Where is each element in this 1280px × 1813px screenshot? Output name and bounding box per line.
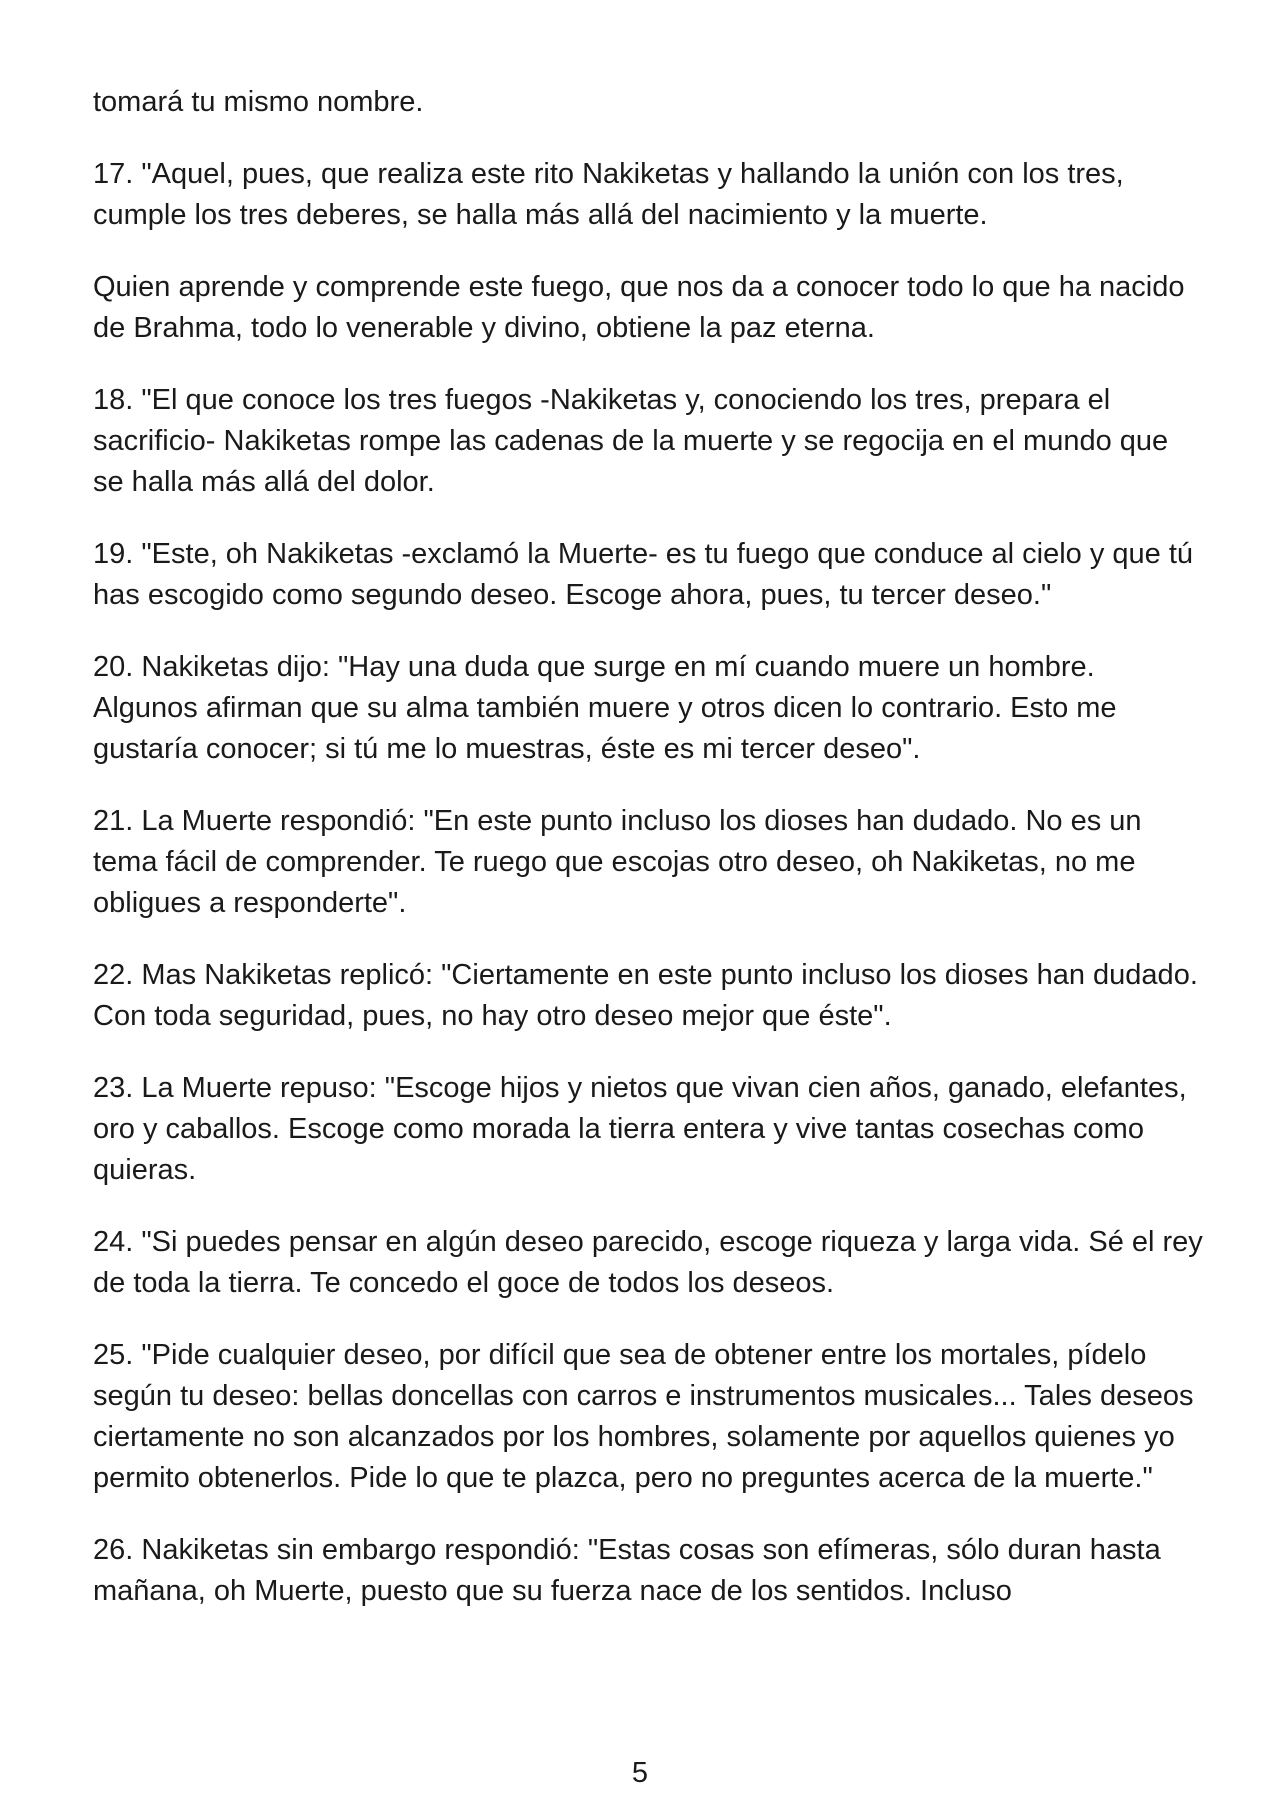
paragraph-verse-21: 21. La Muerte respondió: "En este punto incluso los dioses han dudado. No es un tema fácil de comprender. Te ruego que escojas otro deseo, oh Nakiketas, no me obligues a responderte". xyxy=(93,805,1142,919)
paragraph-verse-18: 18. "El que conoce los tres fuegos -Nakiketas y, conociendo los tres, prepara el sacrificio- Nakiketas rompe las cadenas de la muerte y se regocija en el mundo que se halla más allá del dolor. xyxy=(93,384,1169,498)
paragraph-verse-23: 23. La Muerte repuso: "Escoge hijos y nietos que vivan cien años, ganado, elefantes, oro y caballos. Escoge como morada la tierra entera y vive tantas cosechas como quieras. xyxy=(93,1072,1187,1186)
paragraph-verse-20: 20. Nakiketas dijo: "Hay una duda que surge en mí cuando muere un hombre. Algunos afirman que su alma también muere y otros dicen lo contrario. Esto me gustaría conocer; si tú me lo muestras, éste es mi tercer deseo". xyxy=(93,651,1117,765)
paragraph-verse-26: 26. Nakiketas sin embargo respondió: "Estas cosas son efímeras, sólo duran hasta mañana, oh Muerte, puesto que su fuerza nace de los sentidos. Incluso xyxy=(93,1534,1161,1607)
paragraph-verse-22: 22. Mas Nakiketas replicó: "Ciertamente en este punto incluso los dioses han dudado. Con toda seguridad, pues, no hay otro deseo mejor que éste". xyxy=(93,959,1198,1032)
paragraph-verse-19: 19. "Este, oh Nakiketas -exclamó la Muerte- es tu fuego que conduce al cielo y que tú has escogido como segundo deseo. Escoge ahora, pues, tu tercer deseo." xyxy=(93,538,1194,611)
paragraph-continuation: tomará tu mismo nombre. xyxy=(93,86,424,118)
paragraph-verse-17: 17. "Aquel, pues, que realiza este rito Nakiketas y hallando la unión con los tres, cumple los tres deberes, se halla más allá del nacimiento y la muerte. xyxy=(93,158,1124,231)
paragraph-verse-24: 24. "Si puedes pensar en algún deseo parecido, escoge riqueza y larga vida. Sé el rey de toda la tierra. Te concedo el goce de todos los deseos. xyxy=(93,1226,1203,1299)
page-number: 5 xyxy=(631,1757,649,1789)
page-body xyxy=(93,82,1203,1643)
paragraph-verse-17-continued: Quien aprende y comprende este fuego, que nos da a conocer todo lo que ha nacido de Brahma, todo lo venerable y divino, obtiene la paz eterna. xyxy=(93,271,1185,344)
paragraph-verse-25: 25. "Pide cualquier deseo, por difícil que sea de obtener entre los mortales, pídelo según tu deseo: bellas doncellas con carros e instrumentos musicales... Tales deseos ciertamente no son alcanzados por los hombres, solamente por aquellos quienes yo permito obtenerlos. Pide lo que te plazca, pero no preguntes acerca de la muerte." xyxy=(93,1339,1194,1494)
